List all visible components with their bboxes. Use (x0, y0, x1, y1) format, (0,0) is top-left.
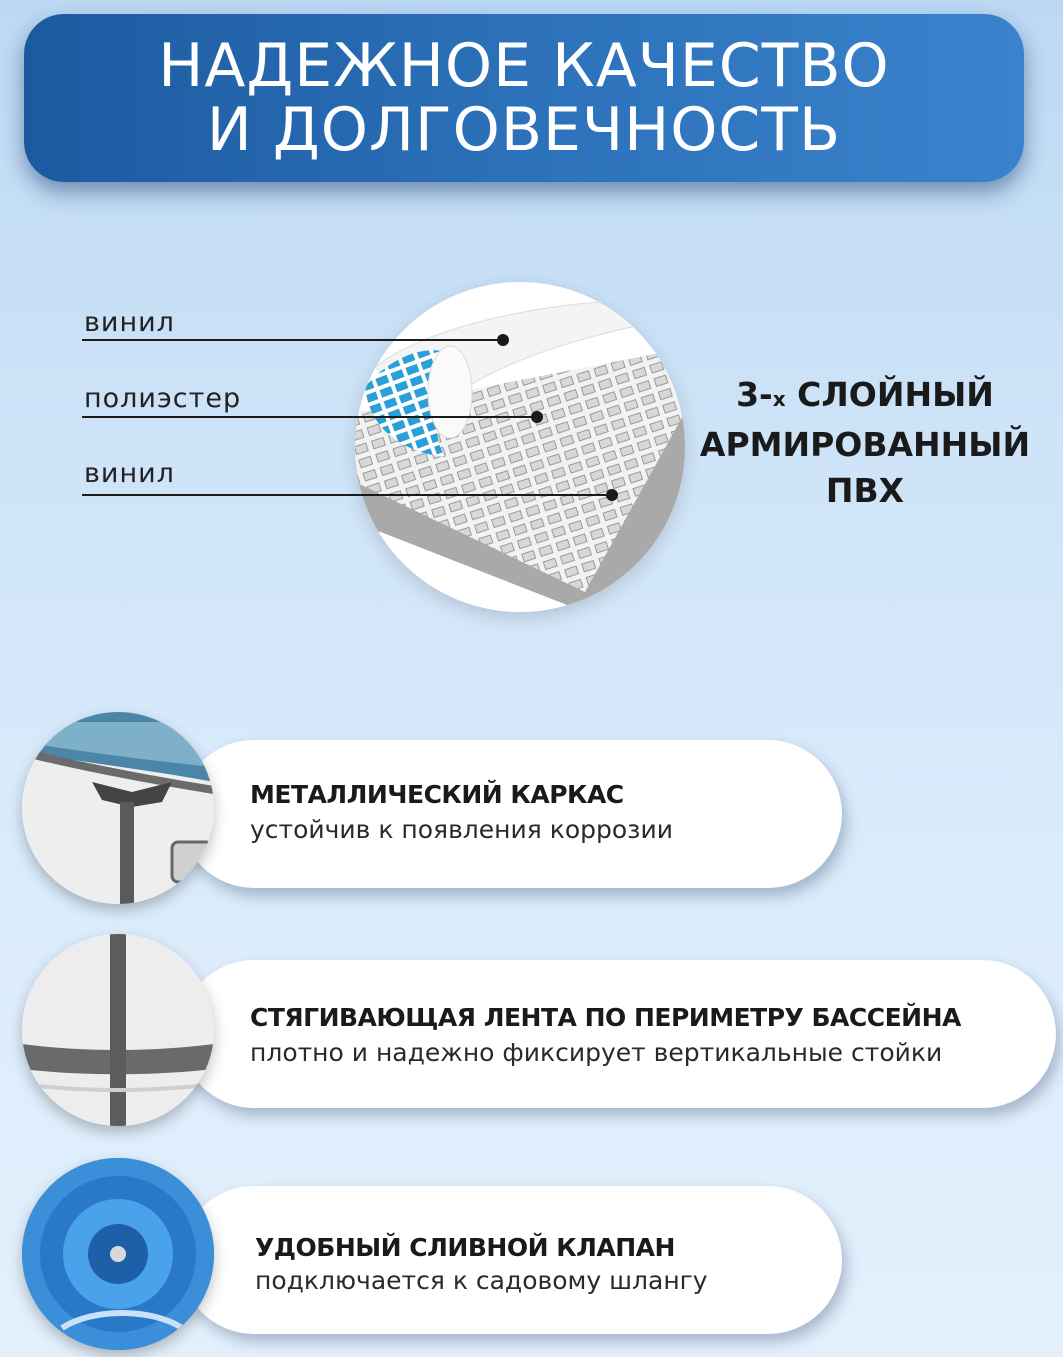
drain-valve-photo (22, 1158, 214, 1350)
feature-card-strap (180, 960, 1056, 1108)
layer-pointer-line-middle (82, 416, 537, 418)
pvc-line1-rest: СЛОЙНЫЙ (785, 375, 994, 414)
strap-photo (22, 934, 214, 1126)
feature-title-strap: СТЯГИВАЮЩАЯ ЛЕНТА ПО ПЕРИМЕТРУ БАССЕЙНА (250, 1003, 961, 1032)
layer-pointer-line-top (82, 339, 502, 341)
layer-label-vinyl-bottom: винил (84, 458, 175, 489)
pvc-layer-count-suffix: х (772, 387, 786, 411)
pvc-heading (690, 372, 1040, 514)
layer-label-vinyl-top: винил (84, 307, 175, 338)
pvc-line3: ПВХ (825, 471, 905, 510)
feature-card-frame (180, 740, 842, 888)
title-line-1: НАДЕЖНОЕ КАЧЕСТВО (158, 31, 890, 101)
layer-pointer-dot-middle (531, 411, 543, 423)
title-line-2: И ДОЛГОВЕЧНОСТЬ (206, 95, 842, 165)
layer-label-polyester: полиэстер (84, 383, 242, 414)
feature-subtitle-strap: плотно и надежно фиксирует вертикальные стойки (250, 1038, 943, 1067)
feature-title-valve: УДОБНЫЙ СЛИВНОЙ КЛАПАН (255, 1233, 675, 1262)
layer-pointer-dot-top (497, 334, 509, 346)
feature-title-frame: МЕТАЛЛИЧЕСКИЙ КАРКАС (250, 780, 624, 809)
layer-pointer-line-bottom (82, 494, 612, 496)
layer-pointer-dot-bottom (606, 489, 618, 501)
feature-subtitle-frame: устойчив к появления коррозии (250, 815, 673, 844)
pvc-line2: АРМИРОВАННЫЙ (699, 425, 1031, 464)
title-banner (24, 14, 1024, 182)
pvc-layers-illustration (355, 282, 685, 612)
pvc-layer-count: 3- (736, 375, 773, 414)
frame-photo (22, 712, 214, 904)
feature-subtitle-valve: подключается к садовому шлангу (255, 1266, 708, 1295)
